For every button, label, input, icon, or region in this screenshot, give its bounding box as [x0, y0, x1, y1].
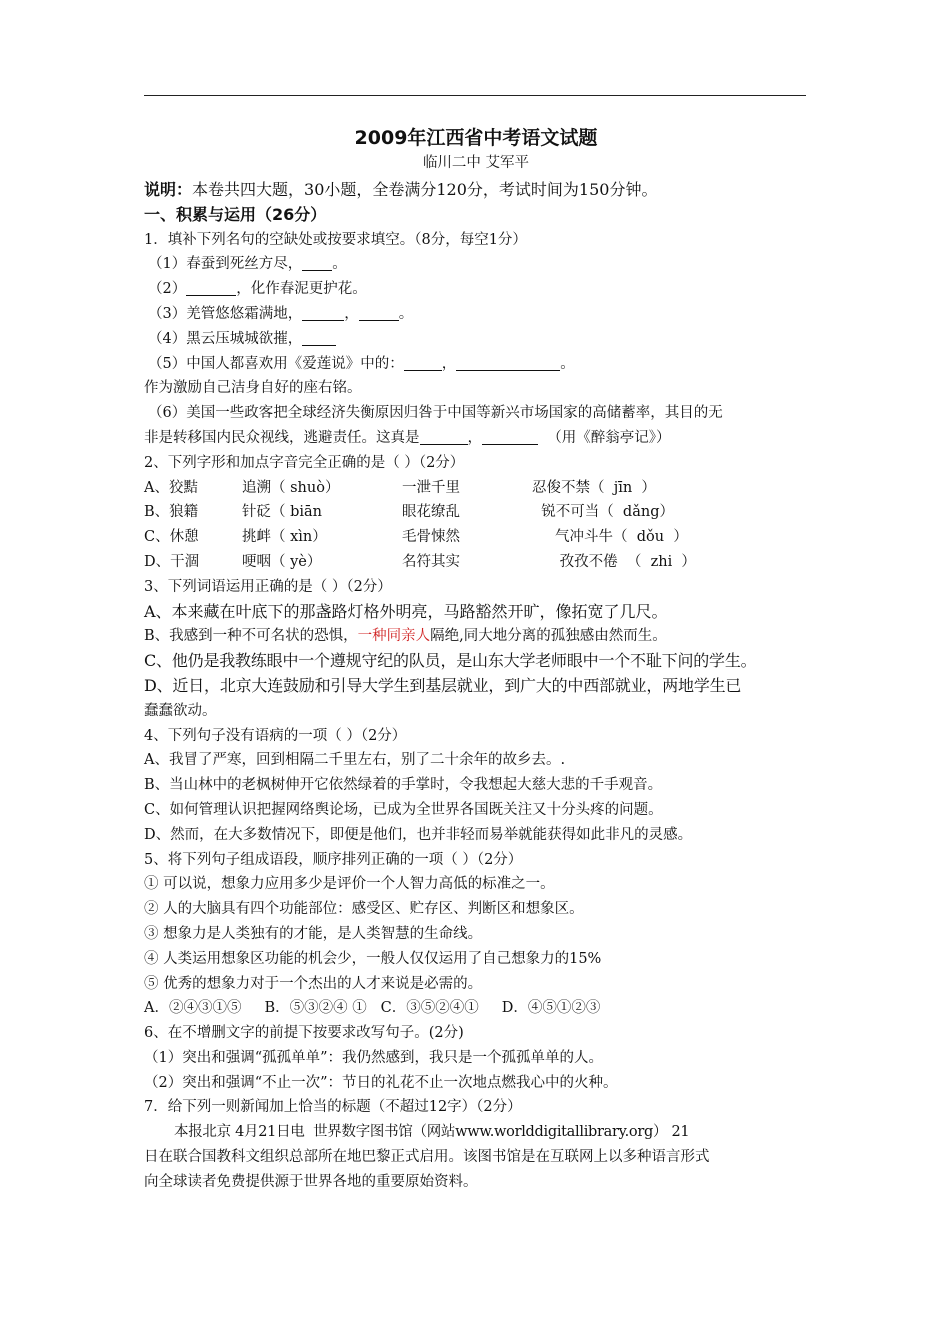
q1-item-3: （3）羌管悠悠霜满地， ， 。 [148, 305, 414, 322]
q1-item-6: （6）美国一些政客把全球经济失衡原因归咎于中国等新兴市场国家的高储蓄率，其目的无 [148, 405, 723, 422]
exam-author: 临川二中 艾军平 [422, 155, 530, 171]
q4-stem: 4、下列句子没有语病的一项（ ）（2分） [144, 727, 407, 744]
q2-stem: 2、下列字形和加点字音完全正确的是（ ）（2分） [144, 454, 465, 471]
q1-item-1: （1）春蚕到死丝方尽， 。 [148, 256, 347, 273]
q1-item-6-cont: 非是转移国内民众视线，逃避责任。这真是 ， （用《醉翁亭记》） [144, 429, 671, 446]
answer-blank[interactable] [359, 304, 399, 321]
q4-option-b: B、当山林中的老枫树伸开它依然绿着的手掌时，令我想起大慈大悲的千手观音。 [144, 777, 663, 794]
q3-option-a: A、本来藏在叶底下的那盏路灯格外明亮，马路豁然开旷，像拓宽了几尺。 [144, 601, 668, 621]
section-1-heading: 一、积累与运用（26分） [144, 204, 327, 224]
q3-option-d: D、近日，北京大连鼓励和引导大学生到基层就业，到广大的中西部就业，两地学生已 [144, 675, 742, 695]
q3-option-d-cont: 蠢蠢欲动。 [144, 702, 217, 719]
answer-blank[interactable] [420, 428, 468, 445]
q5-sentence-3: ③ 想象力是人类独有的才能，是人类智慧的生命线。 [144, 925, 483, 942]
exam-page [144, 124, 808, 1195]
answer-blank[interactable] [482, 428, 538, 445]
answer-blank[interactable] [404, 354, 442, 371]
exam-title: 2009年江西省中考语文试题 [354, 127, 598, 149]
q7-stem: 7．给下列一则新闻加上恰当的标题（不超过12字）（2分） [144, 1099, 522, 1116]
q3-option-c: C、他仍是我教练眼中一个遵规守纪的队员，是山东大学老师眼中一个不耻下问的学生。 [144, 651, 757, 671]
instructions-label: 说明： [144, 180, 193, 199]
q2-option-row: C、休憩 挑衅（ xìn） 毛骨悚然 气冲斗牛（ dǒu ） [144, 529, 688, 546]
answer-blank[interactable] [302, 254, 332, 271]
q2-option-row: D、干涸 哽咽（ yè） 名符其实 孜孜不倦 （ zhi ） [144, 553, 696, 570]
q3-stem: 3、下列词语运用正确的是（ ）（2分） [144, 578, 392, 595]
q1-item-5-cont: 作为激励自己洁身自好的座右铭。 [144, 380, 362, 397]
q6-item-2: （2）突出和强调“不止一次”：节日的礼花不止一次地点燃我心中的火种。 [144, 1074, 618, 1091]
q5-sentence-4: ④ 人类运用想象区功能的机会少，一般人仅仅运用了自己想象力的15% [144, 950, 602, 967]
q4-option-a: A、我冒了严寒，回到相隔二千里左右，别了二十余年的故乡去。. [144, 752, 566, 769]
answer-blank[interactable] [456, 354, 560, 371]
q3-option-b: B、我感到一种不可名状的恐惧，一种同亲人隔绝,同大地分离的孤独感由然而生。 [144, 628, 667, 645]
header-rule [144, 95, 806, 96]
q5-sentence-1: ① 可以说，想象力应用多少是评价一个人智力高低的标准之一。 [144, 876, 555, 893]
q5-sentence-2: ② 人的大脑具有四个功能部位：感受区、贮存区、判断区和想象区。 [144, 901, 584, 918]
q1-item-4: （4）黑云压城城欲摧， [144, 327, 808, 352]
q1-item-2: （2） ，化作春泥更护花。 [148, 281, 367, 298]
q5-stem: 5、将下列句子组成语段，顺序排列正确的一项（ ）（2分） [144, 851, 523, 868]
q7-news-line-2: 日在联合国教科文组织总部所在地巴黎正式启用。该图书馆是在互联网上以多种语言形式 [144, 1149, 710, 1166]
q1-stem: 1．填补下列名句的空缺处或按要求填空。（8分，每空1分） [144, 231, 527, 248]
q2-option-row: B、狼籍 针砭（ biān 眼花缭乱 锐不可当（ dǎng） [144, 504, 674, 521]
q1-item-5: （5）中国人都喜欢用《爱莲说》中的： ， 。 [148, 355, 575, 372]
answer-blank[interactable] [302, 304, 344, 321]
q2-option-row: A、狡黠 追溯（ shuò） 一泄千里 忍俊不禁（ jīn ） [144, 479, 656, 496]
answer-blank[interactable] [302, 329, 336, 346]
q6-stem: 6、在不增删文字的前提下按要求改写句子。(2分) [144, 1025, 464, 1042]
q7-news-line-3: 向全球读者免费提供源于世界各地的重要原始资料。 [144, 1173, 478, 1190]
q5-sentence-5: ⑤ 优秀的想象力对于一个杰出的人才来说是必需的。 [144, 975, 483, 992]
q5-options: A．②④③①⑤ B．⑤③②④ ① C．③⑤②④① D．④⑤①②③ [144, 1000, 601, 1017]
q4-option-c: C、如何管理认识把握网络舆论场，已成为全世界各国既关注又十分头疼的问题。 [144, 801, 663, 818]
answer-blank[interactable] [186, 279, 236, 296]
exam-instructions [144, 178, 808, 203]
q7-news-line-1: 本报北京 4月21日电 世界数字图书馆（网站www.worlddigitallibrary.org） 21 [174, 1124, 690, 1141]
instructions-text: 本卷共四大题，30小题，全卷满分120分，考试时间为150分钟。 [192, 180, 658, 199]
q6-item-1: （1）突出和强调“孤孤单单”：我仍然感到，我只是一个孤孤单单的人。 [144, 1049, 604, 1066]
q4-option-d: D、然而，在大多数情况下，即便是他们，也并非轻而易举就能获得如此非凡的灵感。 [144, 826, 693, 843]
